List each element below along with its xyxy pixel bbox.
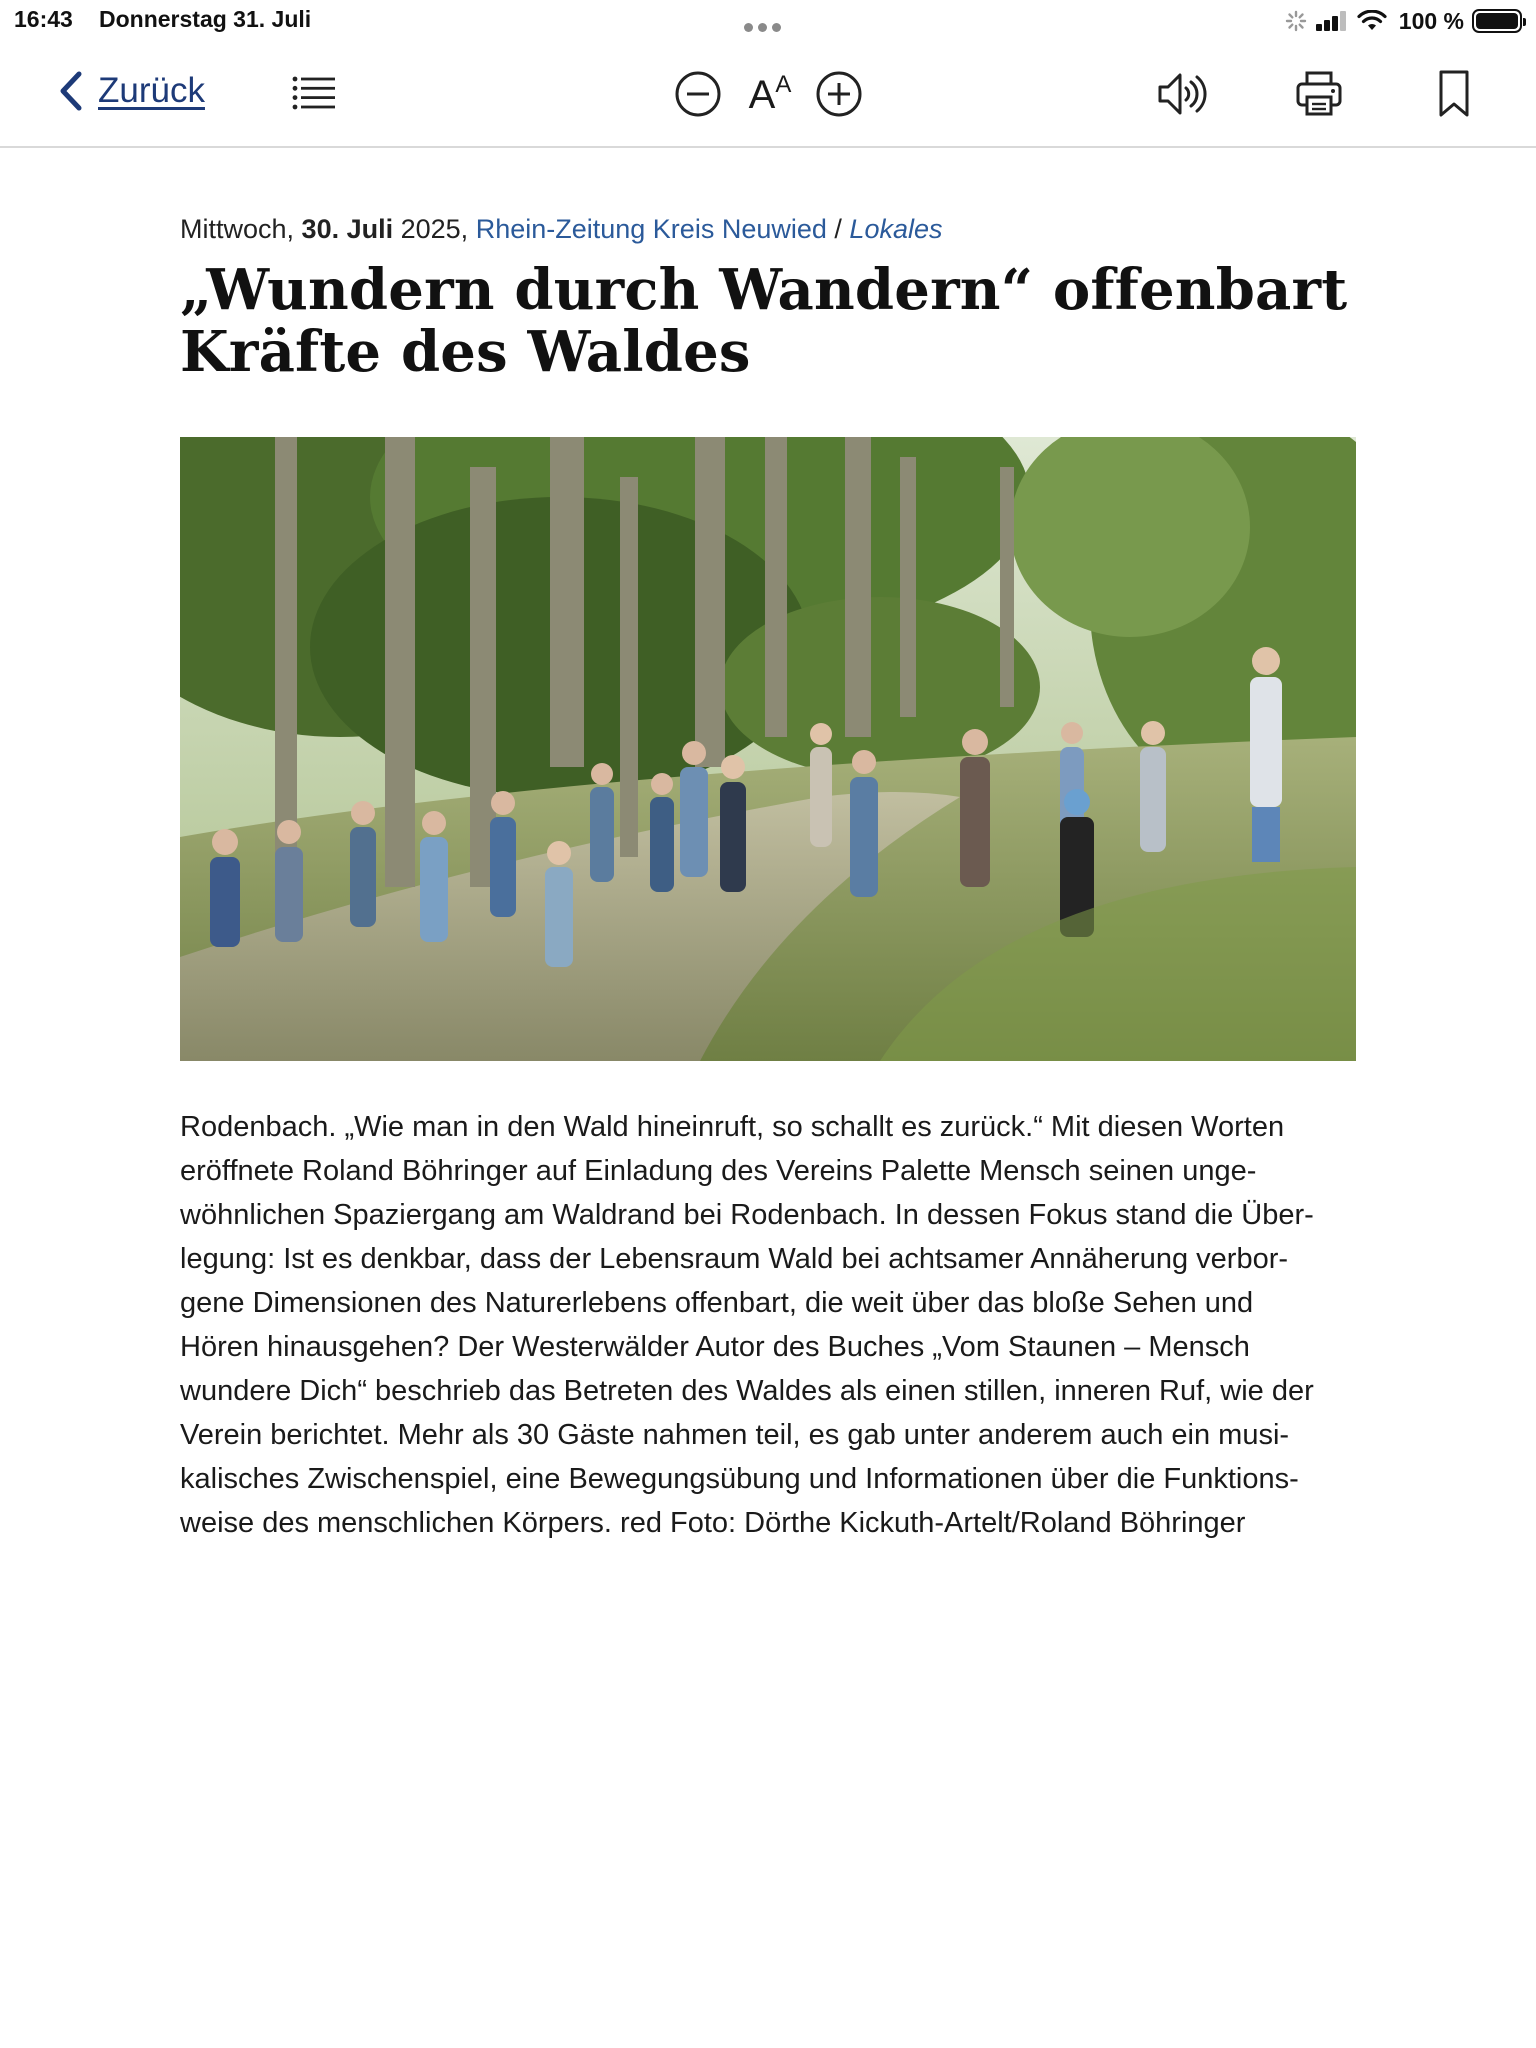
meta-section[interactable]: Lokales (849, 214, 943, 244)
forest-group-photo (180, 437, 1356, 1061)
meta-date: 30. Juli (301, 214, 394, 244)
article (180, 148, 1356, 1545)
body-line: Rodenbach. „Wie man in den Wald hineinruft, so schallt es zurück.“ Mit diesen Worten (180, 1111, 1285, 1143)
print-button[interactable] (1293, 68, 1345, 120)
battery-icon (1472, 9, 1522, 33)
article-meta (180, 214, 1356, 245)
body-line: eröffnete Roland Böhringer auf Einladung des Vereins Palette Mensch seinen unge- (180, 1155, 1257, 1187)
read-aloud-button[interactable] (1156, 68, 1208, 120)
headline-line-2: Kräfte des Waldes (180, 319, 751, 385)
zoom-out-button[interactable] (672, 68, 724, 120)
status-time: 16:43 (14, 6, 73, 32)
body-line: Verein berichtet. Mehr als 30 Gäste nahmen teil, es gab unter anderem auch ein musi- (180, 1419, 1290, 1451)
meta-source[interactable]: Rhein-Zeitung Kreis Neuwied (475, 214, 827, 244)
headline-line-1: „Wundern durch Wandern“ offenbart (180, 257, 1348, 323)
print-icon (1295, 71, 1343, 117)
reader-toolbar (0, 40, 1536, 148)
status-date: Donnerstag 31. Juli (99, 6, 312, 32)
body-line: Hören hinausgehen? Der Westerwälder Autor des Buches „Vom Staunen – Mensch (180, 1331, 1250, 1363)
bookmark-button[interactable] (1428, 68, 1480, 120)
body-line: gene Dimensionen des Naturerlebens offenbart, die weit über das bloße Sehen und (180, 1287, 1254, 1319)
status-indicators (1285, 6, 1522, 36)
read-aloud-icon (1157, 70, 1207, 118)
table-of-contents-icon (292, 76, 336, 112)
body-line: wöhnlichen Spaziergang am Waldrand bei Rodenbach. In dessen Fokus stand die Über- (180, 1199, 1314, 1231)
body-line: kalisches Zwischenspiel, eine Bewegungsübung und Informationen über die Funktions- (180, 1463, 1299, 1495)
zoom-out-icon (674, 70, 722, 118)
meta-separator: / (834, 214, 842, 244)
signal-icon (1315, 10, 1349, 32)
article-headline (180, 259, 1356, 383)
back-chevron-icon (58, 70, 84, 112)
font-size-icon: $A^A$ (748, 71, 792, 117)
body-line: weise des menschlichen Körpers. red Foto: Dörthe Kickuth-Artelt/Roland Böhringer (180, 1507, 1246, 1539)
back-button[interactable] (58, 70, 205, 112)
zoom-in-icon (815, 70, 863, 118)
body-line: wundere Dich“ beschrieb das Betreten des Waldes als einen stillen, inneren Ruf, wie der (180, 1375, 1314, 1407)
body-line: legung: Ist es denkbar, dass der Lebensraum Wald bei achtsamer Annäherung verbor- (180, 1243, 1289, 1275)
activity-spinner-icon (1285, 10, 1307, 32)
battery-percentage: 100 % (1398, 7, 1464, 34)
back-label: Zurück (98, 71, 205, 110)
meta-weekday: Mittwoch, (180, 214, 295, 244)
wifi-icon (1357, 10, 1387, 32)
table-of-contents-button[interactable] (288, 68, 340, 120)
bookmark-icon (1438, 70, 1470, 118)
zoom-in-button[interactable] (813, 68, 865, 120)
status-bar (0, 0, 1536, 40)
meta-year: 2025, (400, 214, 469, 244)
article-body (180, 1105, 1356, 1545)
article-photo[interactable] (180, 437, 1356, 1061)
font-size-button[interactable] (742, 68, 798, 120)
multitasking-dots-icon[interactable] (744, 19, 792, 29)
